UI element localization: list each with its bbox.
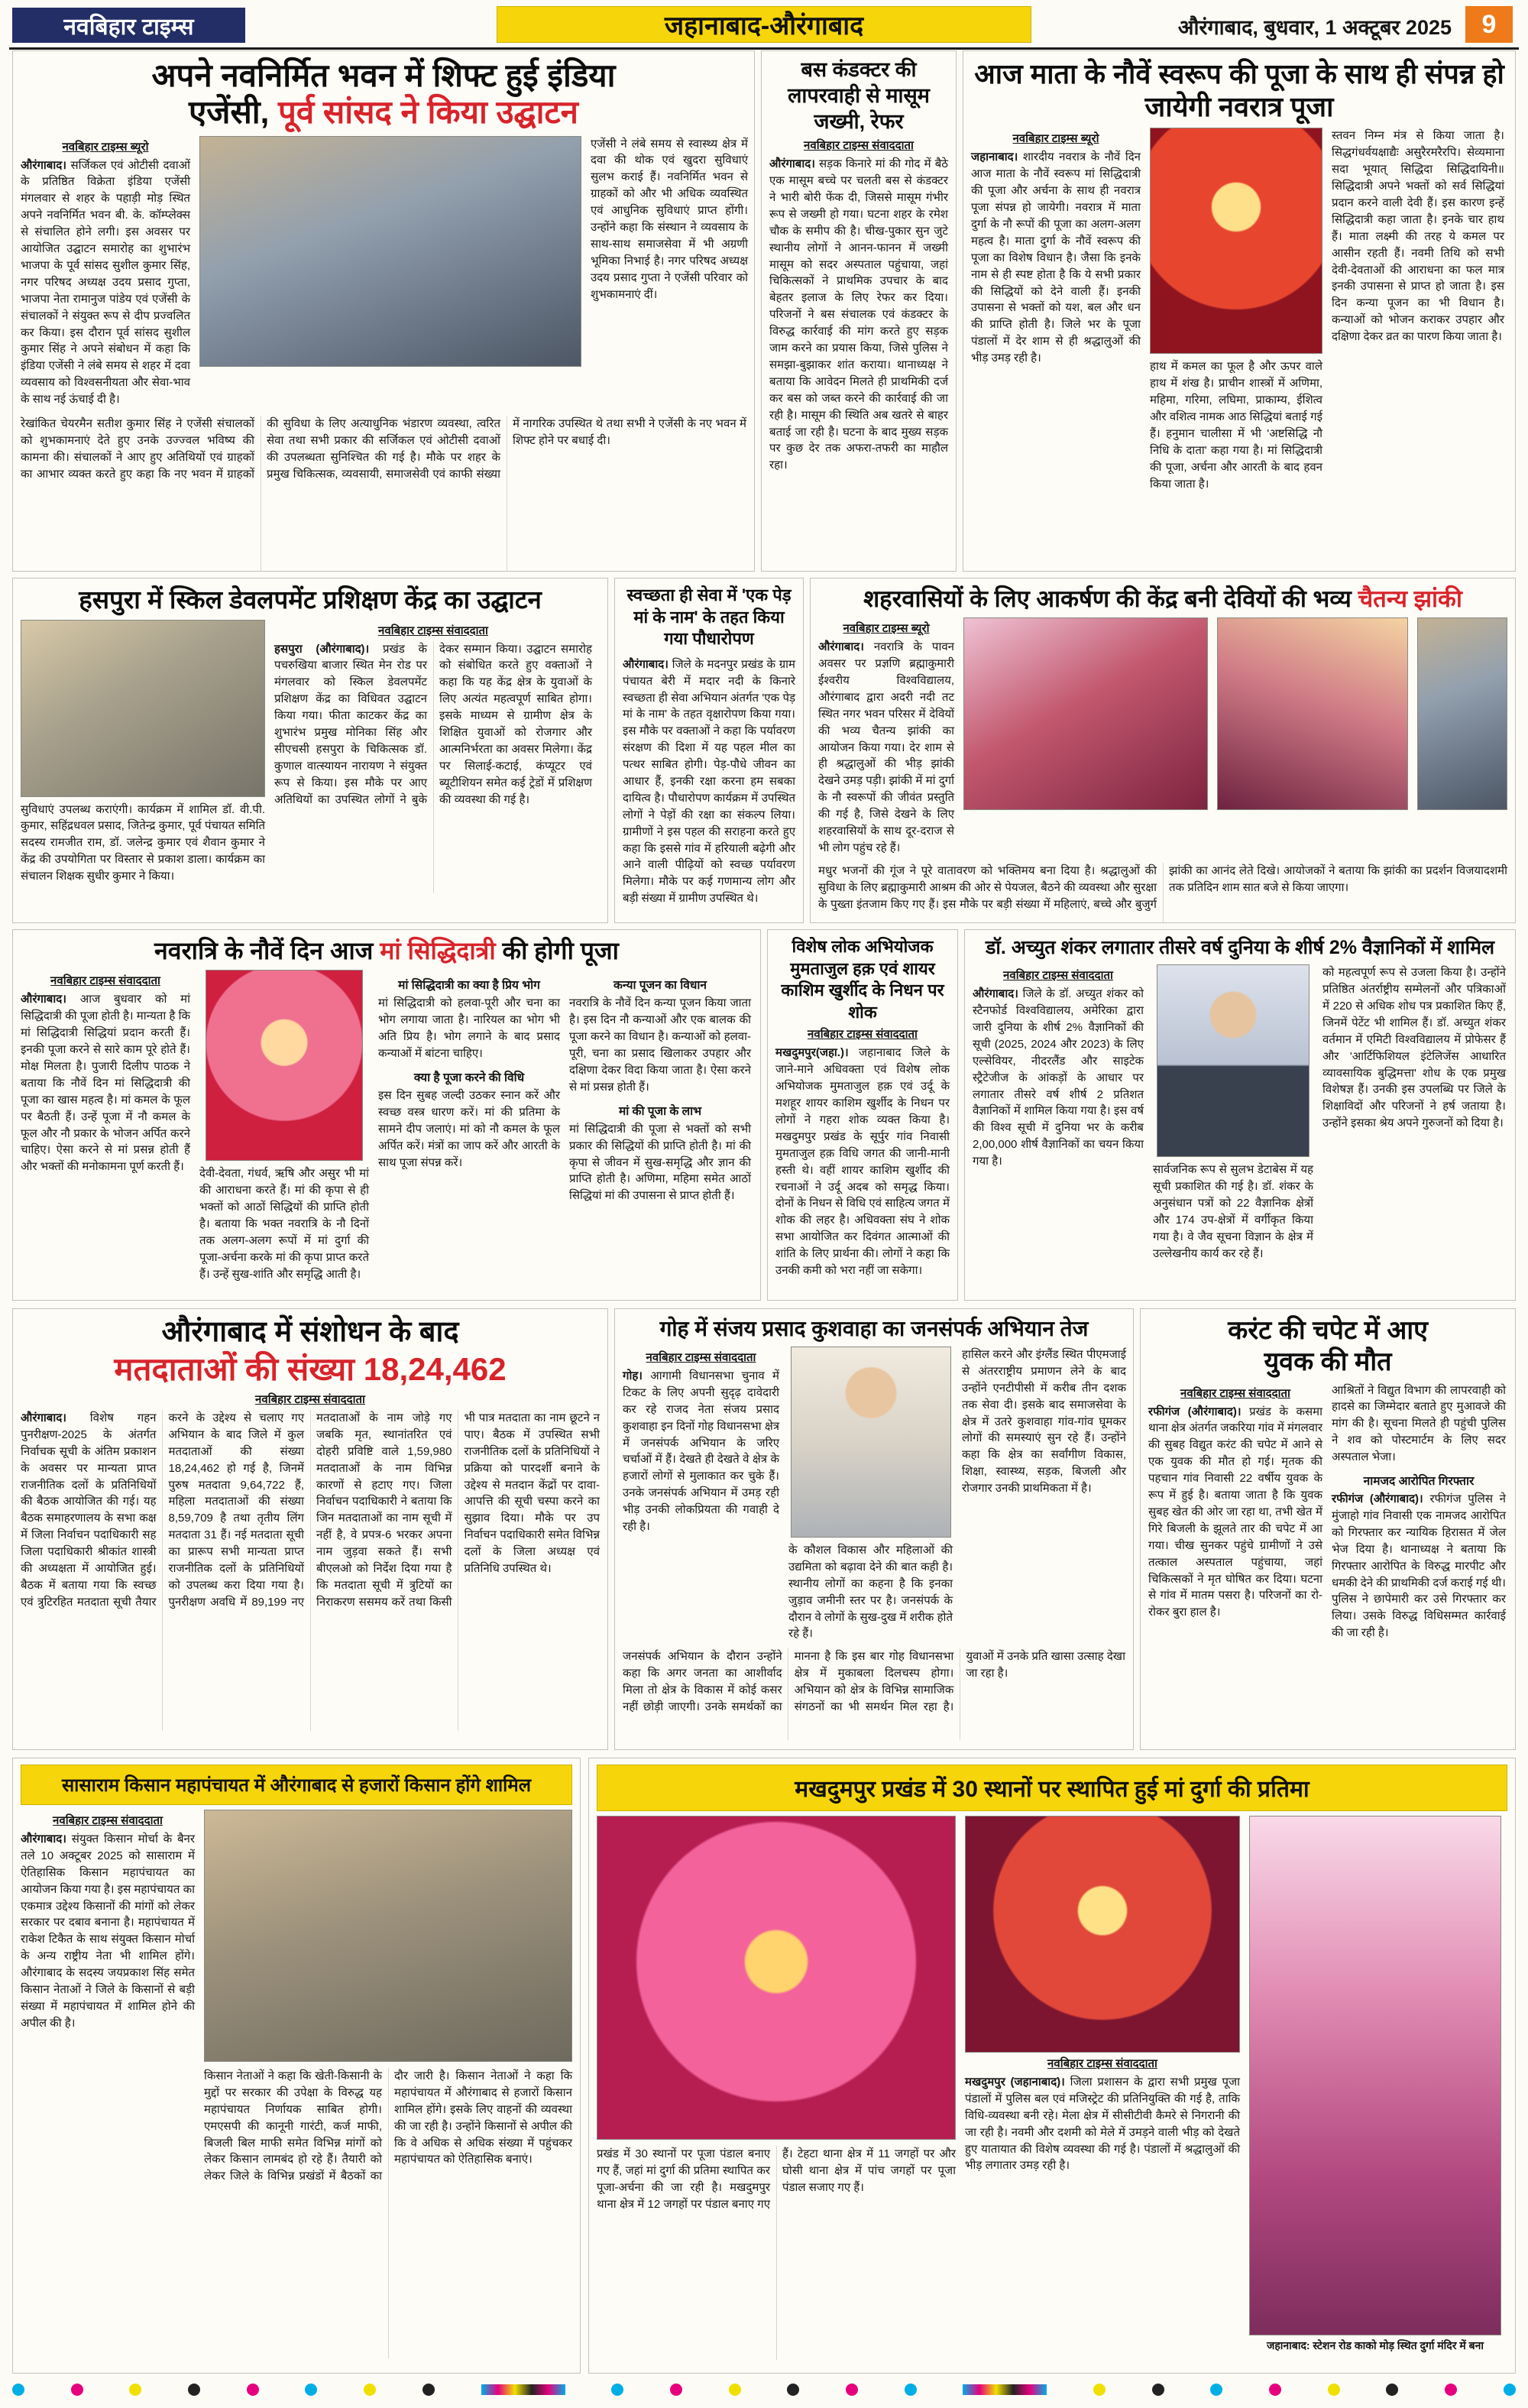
- jhanki-photo-3: [1417, 617, 1507, 810]
- headline: [21, 57, 746, 131]
- body-text: मां सिद्धिदात्री की पूजा से भक्तों को सभी प्रकार की सिद्धियों की प्राप्ति होती है। मां की कृपा से जीवन में सुख-समृद्धि और ज्ञान की प्राप्ति होती है। अणिमा, महिमा समेत आठों सिद्धियां मां की उपासना से प्राप्त होती हैं।: [569, 1122, 751, 1203]
- body-text: हासिल करने और इंग्लैंड स्थित पीएमजाई से अंतरराष्ट्रीय प्रमाणन लेने के बाद उन्होंने एनटीपीसी में करीब तीन दशक तक सेवा दी। इसके बाद समाजसेवा के क्षेत्र में उतरे कुशवाहा गांव-गांव घूमकर लोगों की समस्याएं सुन रहे हैं। उन्होंने कहा कि क्षेत्र का सर्वांगीण विकास, शिक्षा, स्वास्थ्य, सड़क, बिजली और रोजगार उनकी प्राथमिकता में है।: [962, 1348, 1126, 1496]
- headline-post: की होगी पूजा: [495, 937, 619, 964]
- text-column: [569, 970, 751, 1282]
- body-text: प्रखंड के पचरुखिया बाजार स्थित मेन रोड पर मंगलवार को स्किल डेवलपमेंट प्रशिक्षण केंद्र का विधिवत उद्घाटन किया गया। फीता काटकर केंद्र का शुभारंभ प्रमुख मोनिका सिंह और सीएचसी हसपुरा के चिकित्सक डॉ. कुणाल वात्स्यायन नारायण ने संयुक्त रूप से किया। इस मौके पर आए अतिथियों का उपस्थित लोगों ने बुके देकर सम्मान किया। उद्घाटन समारोह को संबोधित करते हुए वक्ताओं ने कहा कि यह केंद्र क्षेत्र के युवाओं के लिए अत्यंत महत्वपूर्ण साबित होगा। इसके माध्यम से ग्रामीण क्षेत्र के शिक्षित युवाओं को रोजगार और आत्मनिर्भरता का अवसर मिलेगा। केंद्र पर सिलाई-कटाई, कंप्यूटर एवं ब्यूटीशियन समेत कई ट्रेडों में प्रशिक्षण की व्यवस्था की गई है।: [274, 642, 592, 806]
- subheading-labh: मां की पूजा के लाभ: [618, 1104, 702, 1118]
- registration-dot: [71, 2384, 83, 2396]
- photo-column: [21, 620, 265, 893]
- dateline: औरंगाबाद।: [21, 1411, 66, 1424]
- body-text: सर्जिकल एवं ओटीसी दवाओं के प्रतिष्ठित विक्रेता इंडिया एजेंसी मंगलवार से शहर के पहाड़ी मोड़ स्थित अपने नवनिर्मित भवन बी. के. कॉम्प्लेक्स से संचालित होने लगी। इस अवसर पर आयोजित उद्घाटन समारोह का शुभारंभ भाजपा के पूर्व सांसद सुशील कुमार सिंह, नगर परिषद अध्यक्ष उदय प्रसाद गुप्ता, भाजपा नेता रामानुज पांडेय एवं एजेंसी के संचालकों ने संयुक्त रूप से दीप प्रज्वलित कर किया। इस दौरान पूर्व सांसद सुशील कुमार सिंह ने अपने संबोधन में कहा कि इंडिया एजेंसी ने लंबे समय से शहर में दवा व्यवसाय को विश्वसनीयता और सेवा-भाव के साथ नई ऊंचाई दी है।: [21, 158, 190, 407]
- headline: [1148, 1315, 1507, 1378]
- headline-line2-red: पूर्व सांसद ने किया उद्घाटन: [278, 94, 578, 131]
- article-kisan-mahapanchayat: [12, 1758, 581, 2374]
- article-columns: [1148, 1382, 1507, 1642]
- headline-line2: एजेंसी,: [189, 94, 279, 131]
- registration-dot: [129, 2384, 141, 2396]
- headline-banner: मखदुमपुर प्रखंड में 30 स्थानों पर स्थापित हुई मां दुर्गा की प्रतिमा: [597, 1765, 1507, 1811]
- byline: नवबिहार टाइम्स संवाददाता: [1003, 969, 1113, 983]
- photo-column: [597, 1816, 956, 2360]
- article-columns: [623, 1347, 1125, 1642]
- byline: नवबिहार टाइम्स संवाददाता: [1047, 2057, 1157, 2070]
- text-column: [971, 128, 1141, 492]
- color-calibration-bar: [963, 2384, 1047, 2395]
- article-columns: [21, 1810, 572, 2358]
- headline-pre: नवरात्रि के नौवें दिन आज: [154, 937, 380, 964]
- body-text: सड़क किनारे मां की गोद में बैठे एक मासूम बच्चे पर चलती बस से कंडक्टर ने भारी बोरी फेंक दी, जिससे मासूम गंभीर रूप से जख्मी हो गया। घटना शहर के रमेश चौक के समीप की है। चीख-पुकार सुन जुटे स्थानीय लोगों ने आनन-फानन में जख्मी मासूम को सदर अस्पताल पहुंचाया, जहां चिकित्सकों ने प्राथमिक उपचार के बाद बेहतर इलाज के लिए रेफर कर दिया। परिजनों ने बस संचालक एवं कंडक्टर के विरुद्ध कार्रवाई की मांग करते हुए सड़क जाम करने का प्रयास किया, जिसे पुलिस ने समझा-बुझाकर शांत कराया। थानाध्यक्ष ने बताया कि आवेदन मिलते ही प्राथमिकी दर्ज कर बस को जब्त करने की कार्रवाई की जा रही है। मासूम की स्थिति अब खतरे से बाहर बताई जा रही है। घटना के बाद मुख्य सड़क पर कुछ देर तक अफरा-तफरी का माहौल रहा।: [769, 157, 948, 472]
- durga-pandal-photo-2: [965, 1816, 1240, 2053]
- body-text: जिले के मदनपुर प्रखंड के ग्राम पंचायत बेरी में मदार नदी के किनारे स्वच्छता ही सेवा अभियान अंतर्गत 'एक पेड़ मां के नाम' के तहत वृक्षारोपण किया गया। इस मौके पर वक्ताओं ने कहा कि पर्यावरण संरक्षण की दिशा में यह पहल मील का पत्थर साबित होगी। पेड़-पौधे जीवन का आधार हैं, इनकी रक्षा करना हम सबका दायित्व है। पौधारोपण कार्यक्रम में उपस्थित लोगों ने पेड़ों की रक्षा का संकल्प लिया। ग्रामीणों ने इस पहल की सराहना करते हुए कहा कि इससे गांव में हरियाली बढ़ेगी और आने वाली पीढ़ियों को स्वच्छ पर्यावरण मिलेगा। मौके पर कई गणमान्य लोग और बड़ी संख्या में ग्रामीण उपस्थित थे।: [623, 657, 796, 906]
- headline-line1: औरंगाबाद में संशोधन के बाद: [161, 1316, 459, 1348]
- headline: बस कंडक्टर की लापरवाही से मासूम जख्मी, रेफर: [788, 58, 930, 133]
- dateline: औरंगाबाद।: [21, 1833, 66, 1846]
- masthead: नवबिहार टाइम्स: [12, 8, 245, 43]
- ribbon-cutting-photo: [21, 620, 265, 797]
- subheading-bhog: मां सिद्धिदात्री का क्या है प्रिय भोग: [398, 979, 540, 993]
- body-text: रेखांकित चेयरमैन सतीश कुमार सिंह ने एजेंसी संचालकों को शुभकामनाएं देते हुए उनके उज्ज्वल भविष्य की कामना की। संचालकों ने आए हुए अतिथियों एवं ग्राहकों का आभार व्यक्त करते हुए कहा कि नए भवन में ग्राहकों की सुविधा के लिए अत्याधुनिक भंडारण व्यवस्था, त्वरित सेवा तथा सभी प्रकार की सर्जिकल एवं ओटीसी दवाओं की उपलब्धता सुनिश्चित की गई है। मौके पर शहर के प्रमुख चिकित्सक, व्यवसायी, समाजसेवी एवं काफी संख्या में नागरिक उपस्थित थे तथा सभी ने एजेंसी के नए भवन में शिफ्ट होने पर बधाई दी।: [21, 416, 746, 481]
- article-scientist: [964, 929, 1516, 1301]
- article-jhanki: [810, 578, 1516, 923]
- dateline: औरंगाबाद।: [769, 157, 815, 171]
- registration-dot: [364, 2384, 376, 2396]
- dateline: औरंगाबाद।: [21, 993, 66, 1006]
- photo-column: [204, 1810, 572, 2358]
- print-registration-marks: [12, 2381, 1516, 2398]
- dateline: गोह।: [623, 1369, 643, 1382]
- byline: नवबिहार टाइम्स संवाददाता: [53, 1814, 163, 1827]
- registration-dot: [1093, 2384, 1106, 2396]
- registration-dot: [670, 2384, 682, 2396]
- dateline: रफीगंज (औरंगाबाद)।: [1148, 1405, 1242, 1418]
- article-columns: [21, 970, 753, 1282]
- durga-photo: [1150, 128, 1322, 354]
- registration-dot: [188, 2384, 200, 2396]
- registration-dot: [1445, 2384, 1457, 2396]
- byline: नवबिहार टाइम्स ब्यूरो: [843, 622, 930, 636]
- header-rule: [9, 47, 1519, 50]
- registration-dot: [1152, 2384, 1164, 2396]
- dateline: औरंगाबाद।: [973, 987, 1018, 1001]
- body-text: इस दिन सुबह जल्दी उठकर स्नान करें और स्वच्छ वस्त्र धारण करें। मां की प्रतिमा के सामने दीप जलाएं। मां को नौ कमल के फूल अर्पित करें। मंत्रों का जाप करें और आरती के साथ पूजा संपन्न करें।: [378, 1088, 560, 1169]
- dateline: औरंगाबाद।: [21, 158, 66, 172]
- headline-line2: युवक की मौत: [1264, 1347, 1392, 1376]
- text-column: [1332, 128, 1504, 492]
- headline: [818, 585, 1507, 613]
- registration-dot: [787, 2384, 799, 2396]
- body-text: जनसंपर्क अभियान के दौरान उन्होंने कहा कि अगर जनता का आशीर्वाद मिला तो क्षेत्र के विकास में कोई कसर नहीं छोड़ी जाएगी। उनके समर्थकों का मानना है कि इस बार गोह विधानसभा क्षेत्र में मुकाबला दिलचस्प होगा। अभियान को क्षेत्र के विभिन्न सामाजिक संगठनों का भी समर्थन मिल रहा है। युवाओं में उनके प्रति खासा उत्साह देखा जा रहा है।: [623, 1650, 1125, 1714]
- dateline: मखदुमपुर (जहानाबाद)।: [965, 2076, 1065, 2089]
- article-siddhidatri: [12, 929, 761, 1301]
- subheading-kanya: कन्या पूजन का विधान: [613, 979, 707, 993]
- dateline: जहानाबाद।: [971, 151, 1018, 164]
- dateline: रफीगंज (औरंगाबाद)।: [1332, 1492, 1423, 1506]
- jhanki-photo-1: [963, 617, 1208, 810]
- photo-column: [1150, 128, 1322, 492]
- text-column: [591, 136, 748, 408]
- body-text: जिला प्रशासन के द्वारा सभी प्रमुख पूजा पंडालों में पुलिस बल एवं मजिस्ट्रेट की प्रतिनियुक्ति की गई है, ताकि विधि-व्यवस्था बनी रहे। मेला क्षेत्र में सीसीटीवी कैमरे से निगरानी की जा रही है। नवमी और दशमी को मेले में उमड़ने वाली भीड़ को देखते हुए यातायात की विशेष व्यवस्था की गई है। पंडालों में श्रद्धालुओं की भीड़ लगातार उमड़ रही है।: [965, 2076, 1241, 2173]
- headline: हसपुरा में स्किल डेवलपमेंट प्रशिक्षण केंद्र का उद्घाटन: [79, 585, 542, 614]
- registration-dot: [1210, 2384, 1222, 2396]
- body-text: सुविधाएं उपलब्ध कराएंगी। कार्यक्रम में शामिल डॉ. वी.पी. कुमार, सहिंद्रधवल प्रसाद, जितेन्द्र कुमार, पूर्व पंचायत समिति सदस्य रामजीत राम, डॉ. जलेन्द्र कुमार एवं शैवान कुमार ने केंद्र की उपयोगिता पर विस्तार से प्रकाश डाला। कार्यक्रम का संचालन शिक्षक सुधीर कुमार ने किया।: [21, 802, 265, 883]
- byline: नवबिहार टाइम्स संवाददाता: [804, 139, 914, 153]
- headline-banner: सासाराम किसान महापंचायत में औरंगाबाद से हजारों किसान होंगे शामिल: [21, 1765, 572, 1805]
- article-makhdumpur-durga: [588, 1758, 1516, 2374]
- registration-dot: [611, 2384, 623, 2396]
- body-text: विशेष गहन पुनरीक्षण-2025 के अंतर्गत निर्वाचक सूची के अंतिम प्रकाशन के अवसर पर मान्यता प्राप्त राजनीतिक दलों के प्रतिनिधियों की बैठक आयोजित की गई। यह बैठक समाहरणालय के सभा कक्ष में जिला निर्वाचन पदाधिकारी सह जिला पदाधिकारी श्रीकांत शास्त्री की अध्यक्षता में आयोजित हुई। बैठक में बताया गया कि स्वच्छ एवं त्रुटिरहित मतदाता सूची तैयार करने के उद्देश्य से चलाए गए अभियान के बाद जिले में कुल मतदाताओं की संख्या 18,24,462 हो गई है, जिनमें पुरुष मतदाता 9,64,722 हैं, महिला मतदाताओं की संख्या 8,59,709 है तथा तृतीय लिंग मतदाता 31 हैं। नई मतदाता सूची का प्रारूप सभी मान्यता प्राप्त राजनीतिक दलों के प्रतिनिधियों को उपलब्ध करा दिया गया है। पुनरीक्षण अवधि में 89,199 नए मतदाताओं के नाम जोड़े गए जबकि मृत, स्थानांतरित एवं दोहरी प्रविष्टि वाले 1,59,980 मतदाताओं के नाम विभिन्न कारणों से हटाए गए। जिला निर्वाचन पदाधिकारी ने बताया कि जिन मतदाताओं का नाम सूची में नहीं है, वे प्रपत्र-6 भरकर अपना नाम जुड़वा सकते हैं। सभी बीएलओ को निर्देश दिया गया है कि मतदाता सूची में त्रुटियों का निराकरण ससमय करें तथा किसी भी पात्र मतदाता का नाम छूटने न पाए। बैठक में उपस्थित सभी राजनीतिक दलों के प्रतिनिधियों ने प्रक्रिया को पारदर्शी बनाने के उद्देश्य से मतदान केंद्रों पर दावा-आपत्ति की सूची चस्पा करने का सुझाव दिया। मौके पर उप निर्वाचन पदाधिकारी समेत विभिन्न दलों के जिला अध्यक्ष एवं प्रतिनिधि उपस्थित थे।: [21, 1411, 600, 1609]
- photo-column: [965, 1816, 1240, 2360]
- dateline: औरंगाबाद।: [623, 657, 668, 671]
- body-text: रफीगंज पुलिस ने मुंजाहो गांव निवासी एक नामजद आरोपित को गिरफ्तार कर न्यायिक हिरासत में जेल भेज दिया है। थानाध्यक्ष ने बताया कि गिरफ्तार आरोपित के विरुद्ध मारपीट और धमकी देने की प्राथमिकी दर्ज कराई गई थी। पुलिस ने छापेमारी कर उसे गिरफ्तार कर लिया। उसके विरुद्ध विधिसम्मत कार्रवाई की जा रही है।: [1332, 1492, 1506, 1640]
- byline: नवबिहार टाइम्स ब्यूरो: [1012, 132, 1099, 146]
- body-text: प्रखंड में 30 स्थानों पर पूजा पंडाल बनाए गए हैं, जहां मां दुर्गा की प्रतिमा स्थापित कर पूजा-अर्चना की जा रही है। मखदुमपुर थाना क्षेत्र में 12 जगहों पर पंडाल बनाए गए हैं। टेहटा थाना क्षेत्र में 11 जगहों पर और घोसी थाना क्षेत्र में पांच जगहों पर पूजा पंडाल सजाए गए हैं।: [597, 2147, 956, 2211]
- article-columns: [21, 620, 600, 893]
- photo-column: [1249, 1816, 1501, 2360]
- body-text: के कौशल विकास और महिलाओं की उद्यमिता को बढ़ावा देने की बात कही है। स्थानीय लोगों का कहना है कि इनका जुड़ाव जमीनी स्तर पर है। जनसंपर्क के दौरान वे लोगों के सुख-दुख में शरीक होते रहे हैं।: [788, 1544, 953, 1641]
- candidate-photo: [791, 1347, 951, 1538]
- registration-dot: [905, 2384, 917, 2396]
- farmers-meeting-photo: [204, 1810, 572, 2062]
- byline: नवबिहार टाइम्स संवाददाता: [808, 1028, 918, 1042]
- body-text: जिले के डॉ. अच्युत शंकर को स्टैनफोर्ड विश्वविद्यालय, अमेरिका द्वारा जारी दुनिया के शीर्ष 2% वैज्ञानिकों की सूची (2025, 2024 और 2023) के लिए एल्सेवियर, नीदरलैंड और साइटेक स्ट्रैटेजीज के आंकड़ों के आधार पर लगातार तीसरे वर्ष शीर्ष 2 प्रतिशत वैज्ञानिकों में शामिल किया गया है। इस वर्ष की विश्व सूची में दुनिया भर के करीब 2,00,000 शीर्ष वैज्ञानिकों का चयन किया गया है।: [973, 987, 1144, 1168]
- edition-banner: जहानाबाद-औरंगाबाद: [497, 6, 1031, 43]
- body-text: किसान नेताओं ने कहा कि खेती-किसानी के मुद्दों पर सरकार की उपेक्षा के विरुद्ध यह महापंचायत निर्णायक साबित होगी। एमएसपी की कानूनी गारंटी, कर्ज माफी, बिजली बिल माफी समेत विभिन्न मांगों को लेकर किसान लामबंद हो रहे हैं। तैयारी को लेकर जिले के विभिन्न प्रखंडों में बैठकों का दौर जारी है। किसान नेताओं ने कहा कि महापंचायत में औरंगाबाद से हजारों किसान शामिल होंगे। इसके लिए वाहनों की व्यवस्था की जा रही है। उन्होंने किसानों से अपील की कि वे अधिक से अधिक संख्या में पहुंचकर महापंचायत को ऐतिहासिक बनाएं।: [204, 2069, 572, 2183]
- color-calibration-bar: [481, 2384, 565, 2395]
- text-column: [962, 1347, 1126, 1642]
- headline: आज माता के नौवें स्वरूप की पूजा के साथ ही संपन्न हो जायेगी नवरात्र पूजा: [974, 58, 1504, 123]
- durga-temple-photo: [1249, 1816, 1501, 2335]
- photo-column: [199, 970, 369, 1282]
- body-text: प्रखंड के कसमा थाना क्षेत्र अंतर्गत जकरिया गांव में मंगलवार की सुबह विद्युत करंट की चपेट में आने से एक युवक की मौत हो गई। मृतक की पहचान गांव निवासी 22 वर्षीय युवक के रूप में हुई है। बताया जाता है कि युवक सुबह खेत की ओर जा रहा था, तभी खेत में गिरे बिजली के झूलते तार की चपेट में आ गया। चीख सुनकर पहुंचे ग्रामीणों ने उसे तत्काल अस्पताल पहुंचाया, जहां चिकित्सकों ने मृत घोषित कर दिया। घटना से गांव में मातम पसरा है। परिजनों का रो-रोकर बुरा हाल है।: [1148, 1405, 1322, 1619]
- article-columns: [971, 128, 1507, 492]
- body-text: संयुक्त किसान मोर्चा के बैनर तले 10 अक्टूबर 2025 को सासाराम में ऐतिहासिक किसान महापंचायत का आयोजन किया गया है। इस महापंचायत का एकमात्र उद्देश्य किसानों की मांगों को लेकर सरकार पर दबाव बनाना है। महापंचायत में राकेश टिकैत के साथ संयुक्त किसान मोर्चा के अन्य राष्ट्रीय नेता भी शामिल होंगे। औरंगाबाद के सदस्य जयप्रकाश सिंह समेत किसान नेताओं ने जिले के किसानों से बड़ी संख्या में महापंचायत में शामिल होने की अपील की है।: [21, 1833, 196, 2030]
- text-column: [21, 136, 190, 408]
- registration-dot: [422, 2384, 435, 2396]
- dateline: मखदुमपुर(जहा.)।: [775, 1046, 849, 1060]
- article-columns: [21, 136, 746, 408]
- article-columns: [973, 964, 1507, 1262]
- text-column: [274, 620, 592, 893]
- body-text: हाथ में कमल का फूल है और ऊपर वाले हाथ में शंख है। प्राचीन शास्त्रों में अणिमा, महिमा, गरिमा, लघिमा, प्राकाम्य, ईशित्व और वशित्व नामक आठ सिद्धियां बताई गई हैं। हनुमान चालीसा में भी 'अष्टसिद्धि नौ निधि के दाता' कहा गया है। मां सिद्धिदात्री की पूजा, अर्चना और आरती के बाद हवन किया जाता है।: [1150, 360, 1322, 491]
- headline: स्वच्छता ही सेवा में 'एक पेड़ मां के नाम' के तहत किया गया पौधारोपण: [626, 585, 792, 649]
- headline: गोह में संजय प्रसाद कुशवाहा का जनसंपर्क अभियान तेज: [659, 1317, 1089, 1340]
- body-text: देवी-देवता, गंधर्व, ऋषि और असुर भी मां की आराधना करते हैं। मां की कृपा से ही भक्तों को आठों सिद्धियों की प्राप्ति होती है। बताया कि भक्त नवरात्रि के नौ दिनों तक अलग-अलग रूपों में मां दुर्गा की पूजा-अर्चना करके मां की कृपा प्राप्त करते हैं। उन्हें सुख-शांति और समृद्धि आती है।: [199, 1167, 369, 1281]
- article-columns: [597, 1816, 1507, 2360]
- body-text: जहानाबाद जिले के जाने-माने अधिवक्ता एवं विशेष लोक अभियोजक मुमताजुल हक़ एवं उर्दू के मशहूर शायर काशिम खुर्शीद के निधन पर लोगों ने गहरा शोक व्यक्त किया है। मखदुमपुर प्रखंड के सूर्पुर गांव निवासी मुमताजुल हक़ विधि जगत की जानी-मानी हस्ती थे। वहीं शायर काशिम खुर्शीद की रचनाओं ने उर्दू अदब को समृद्ध किया। दोनों के निधन से विधि एवं साहित्य जगत में शोक की लहर है। अधिवक्ता संघ ने शोक सभा आयोजित कर दिवंगत आत्माओं की शांति के लिए प्रार्थना की। लोगों ने कहा कि उनकी कमी को भरा नहीं जा सकेगा।: [775, 1046, 950, 1277]
- registration-dot: [1386, 2384, 1398, 2396]
- body-text: सार्वजनिक रूप से सुलभ डेटाबेस में यह सूची प्रकाशित की गई है। डॉ. शंकर के अनुसंधान पत्रों को 22 वैज्ञानिक क्षेत्रों और 174 उप-क्षेत्रों में वर्गीकृत किया गया है। वे जैव सूचना विज्ञान के क्षेत्र में उल्लेखनीय कार्य कर रहे हैं।: [1153, 1163, 1313, 1260]
- photo-caption: जहानाबाद: स्टेशन रोड काको मोड़ स्थित दुर्गा मंदिर में बना: [1266, 2339, 1484, 2351]
- headline-line1: अपने नवनिर्मित भवन में शिफ्ट हुई इंडिया: [151, 57, 616, 93]
- article-condolence: [767, 929, 958, 1301]
- article-columns: [818, 617, 1507, 857]
- durga-pandal-photo-1: [597, 1816, 956, 2140]
- article-goh-campaign: [614, 1308, 1134, 1750]
- text-column: [1148, 1382, 1322, 1642]
- byline: नवबिहार टाइम्स संवाददाता: [50, 974, 160, 988]
- body-text: मधुर भजनों की गूंज ने पूरे वातावरण को भक्तिमय बना दिया है। श्रद्धालुओं की सुविधा के लिए ब्रह्माकुमारी आश्रम की ओर से पेयजल, बैठने की व्यवस्था और सुरक्षा के पुख्ता इंतजाम किए गए हैं। इस मौके पर बड़ी संख्या में महिलाएं, बच्चे और बुजुर्ग झांकी का आनंद लेते दिखे। आयोजकों ने बताया कि झांकी का प्रदर्शन विजयादशमी तक प्रतिदिन शाम सात बजे से किया जाएगा।: [818, 864, 1507, 911]
- headline-line2: मतदाताओं की संख्या 18,24,462: [114, 1350, 507, 1387]
- registration-dot: [1504, 2384, 1516, 2396]
- byline: नवबिहार टाइम्स संवाददाता: [646, 1351, 756, 1364]
- byline: नवबिहार टाइम्स ब्यूरो: [62, 140, 149, 154]
- body-text: नवरात्रि के नौवें दिन कन्या पूजन किया जाता है। इस दिन नौ कन्याओं और एक बालक की पूजा करने का विधान है। कन्याओं को हलवा-पूरी, चना का प्रसाद खिलाकर उपहार और दक्षिणा देकर विदा किया जाता है। ऐसा करने से मां प्रसन्न होती हैं।: [569, 997, 751, 1094]
- body-text: मां सिद्धिदात्री को हलवा-पूरी और चना का भोग लगाया जाता है। नारियल का भोग भी अति प्रिय है। भोग लगाने के बाद प्रसाद कन्याओं में बांटना चाहिए।: [378, 997, 560, 1061]
- body-text: आज बुधवार को मां सिद्धिदात्री की पूजा होती है। मान्यता है कि मां सिद्धिदात्री सिद्धियां प्रदान करती हैं। इनकी पूजा करने से सारे काम पूरे होते हैं। मोक्ष मिलता है। पुजारी दिलीप पाठक ने बताया कि नौवें दिन मां सिद्धिदात्री की पूजा का खास महत्व है। मां कमल के फूल पर बैठती हैं। उन्हें पूजा में नौ कमल के फूल और नौ प्रकार के भोजन अर्पित करने चाहिए। ऐसा करने से मां प्रसन्न होती हैं और भक्तों की मनोकामना पूर्ण करती हैं।: [21, 993, 191, 1174]
- registration-dot: [729, 2384, 741, 2396]
- headline: विशेष लोक अभियोजक मुमताजुल हक़ एवं शायर काशिम खुर्शीद के निधन पर शोक: [781, 937, 944, 1022]
- dateline: हसपुरा (औरंगाबाद)।: [274, 642, 370, 656]
- page-number-badge: 9: [1465, 6, 1513, 43]
- article-india-agency: [12, 50, 755, 572]
- article-haspura-skill-centre: [12, 578, 608, 923]
- text-column: [1322, 964, 1506, 1262]
- body-text: आश्रितों ने विद्युत विभाग की लापरवाही को हादसे का जिम्मेदार बताते हुए मुआवजे की मांग की है। सूचना मिलते ही पहुंची पुलिस ने शव को पोस्टमार्टम के लिए सदर अस्पताल भेजा।: [1332, 1383, 1506, 1464]
- article-plantation: [614, 578, 804, 923]
- body-text: नवरात्रि के पावन अवसर पर प्रज्ञणि ब्रह्माकुमारी ईश्वरीय विश्वविद्यालय, औरंगाबाद द्वारा अदरी नदी तट स्थित नगर भवन परिसर में देवियों की भव्य चैतन्य झांकी का आयोजन किया गया। देर शाम से ही श्रद्धालुओं की भीड़ झांकी देखने उमड़ पड़ी। झांकी में मां दुर्गा के नौ स्वरूपों की जीवंत प्रस्तुति की गई है, जिसे देखने के लिए शहरवासियों के साथ दूर-दराज से भी लोग पहुंच रहे हैं।: [818, 640, 955, 854]
- headline: [21, 936, 753, 965]
- byline: नवबिहार टाइम्स संवाददाता: [378, 624, 488, 637]
- subheading-vidhi: क्या है पूजा करने की विधि: [413, 1071, 525, 1084]
- headline-red: चैतन्य झांकी: [1358, 585, 1462, 612]
- registration-dot: [1269, 2384, 1281, 2396]
- article-voter-count: [12, 1308, 608, 1750]
- headline: डॉ. अच्युत शंकर लगातार तीसरे वर्ष दुनिया के शीर्ष 2% वैज्ञानिकों में शामिल: [985, 937, 1495, 958]
- headline-red: मां सिद्धिदात्री: [380, 937, 496, 964]
- body-text: आगामी विधानसभा चुनाव में टिकट के लिए अपनी सुदृढ़ दावेदारी कर रहे राजद नेता संजय प्रसाद कुशवाहा इन दिनों गोह विधानसभा क्षेत्र में जनसंपर्क अभियान के जरिए चर्चाओं में हैं। देखते ही देखते वे क्षेत्र के हजारों लोगों से मुलाकात कर चुके हैं। उनके जनसंपर्क अभियान में उमड़ रही भीड़ उनकी लोकप्रियता की गवाही दे रही है।: [623, 1369, 780, 1534]
- body-text: एजेंसी ने लंबे समय से स्वास्थ्य क्षेत्र में दवा की थोक एवं खुदरा सुविधाएं सुलभ कराई हैं। नवनिर्मित भवन से ग्राहकों को और भी अधिक व्यवस्थित एवं आधुनिक सुविधाएं प्राप्त होंगी। उन्होंने कहा कि संस्थान ने व्यवसाय के साथ-साथ समाजसेवा में भी अग्रणी भूमिका निभाई है। नगर परिषद अध्यक्ष उदय प्रसाद गुप्ता ने एजेंसी परिवार को शुभकामनाएं दीं।: [591, 137, 748, 301]
- body-text: को महत्वपूर्ण रूप से उजला किया है। उन्होंने प्रतिष्ठित अंतर्राष्ट्रीय सम्मेलनों और पत्रिकाओं में 220 से अधिक शोध पत्र प्रकाशित किए हैं, जिनमें पेटेंट भी शामिल हैं। डॉ. अच्युत शंकर वर्तमान में एमिटी विश्वविद्यालय में प्रोफेसर हैं और 'आर्टिफिशियल इंटेलिजेंस आधारित व्यावसायिक बुद्धिमत्ता' शोध के एक प्रमुख विशेषज्ञ हैं। उनकी इस उपलब्धि पर जिले के शिक्षाविदों और परिजनों ने हर्ष जताया है। उन्होंने इसका श्रेय अपने गुरुजनों को दिया है।: [1322, 966, 1506, 1130]
- text-column: [973, 964, 1144, 1262]
- registration-dot: [1328, 2384, 1340, 2396]
- registration-dot: [305, 2384, 317, 2396]
- body-text: शारदीय नवरात्र के नौवें दिन आज माता के नौवें स्वरूप मां सिद्धिदात्री की पूजा और अर्चना के साथ ही नवरात्र पूजा संपन्न हो जायेगी। नवरात्र में माता दुर्गा के नौ रूपों की पूजा का अलग-अलग महत्व है। माता दुर्गा के नौवें स्वरूप की पूजा का विशेष विधान है। जैसा कि इनके नाम से ही स्पष्ट होता है कि ये सभी प्रकार की सिद्धियों को देने वाली हैं। इनकी उपासना से भक्तों को यश, बल और धन की प्राप्ति होती है। जिले भर के पूजा पंडालों में देर शाम से ही श्रद्धालुओं की भीड़ उमड़ रही है।: [971, 151, 1141, 365]
- photo-column: [788, 1347, 953, 1642]
- photo-column: [1153, 964, 1313, 1262]
- scientist-portrait-photo: [1157, 964, 1309, 1157]
- byline: नवबिहार टाइम्स संवाददाता: [255, 1392, 365, 1406]
- text-column: [1332, 1382, 1506, 1642]
- registration-dot: [846, 2384, 858, 2396]
- headline-line1: करंट की चपेट में आए: [1228, 1316, 1428, 1345]
- subheading-arrest: नामजद आरोपित गिरफ्तार: [1363, 1475, 1475, 1489]
- date-line: औरंगाबाद, बुधवार, 1 अक्टूबर 2025: [1177, 16, 1452, 39]
- inauguration-photo: [199, 136, 581, 367]
- text-column: [21, 970, 190, 1282]
- text-column: [623, 1347, 779, 1642]
- headline-black: शहरवासियों के लिए आकर्षण की केंद्र बनी देवियों की भव्य: [863, 585, 1358, 612]
- siddhidatri-goddess-image: [206, 970, 363, 1161]
- text-column: [21, 1810, 195, 2358]
- article-navratra: [963, 50, 1516, 572]
- body-text: स्तवन निम्न मंत्र से किया जाता है। सिद्धगंधर्वयक्षाद्यैः असुरैरमरैरपि। सेव्यमाना सदा भूयात् सिद्धिदा सिद्धिदायिनी॥ सिद्धिदात्री अपने भक्तों को सर्व सिद्धियां प्रदान करने वाली देवी हैं। इस कारण इन्हें सिद्धिदात्री कहा जाता है। इनके चार हाथ हैं। माता लक्ष्मी की तरह ये कमल पर आसीन रहती हैं। नवमी तिथि को सभी देवी-देवताओं की आराधना का फल मात्र इनकी उपासना से प्राप्त हो जाता है। इस दिन कन्या पूजन का भी विधान है। कन्याओं को भोजन कराकर उपहार और दक्षिणा देकर व्रत का पारण किया जाता है।: [1332, 129, 1504, 344]
- dateline: औरंगाबाद।: [818, 640, 864, 654]
- article-electrocution: [1140, 1308, 1516, 1750]
- registration-dot: [12, 2384, 24, 2396]
- text-column: [818, 617, 954, 857]
- text-column: [378, 970, 560, 1282]
- article-bus-conductor: [761, 50, 957, 572]
- registration-dot: [247, 2384, 259, 2396]
- jhanki-photo-2: [1217, 617, 1408, 810]
- byline: नवबिहार टाइम्स संवाददाता: [1180, 1386, 1290, 1400]
